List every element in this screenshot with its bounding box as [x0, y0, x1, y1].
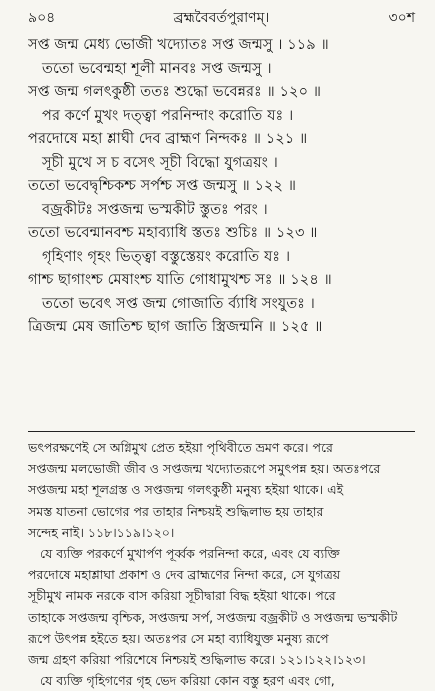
running-title: ব্রহ্মবৈবর্তপুরাণম্। [173, 10, 270, 26]
verse-line: বজ্রকীটঃ সপ্তজন্ম ভস্মকীট স্তুতঃ পরং । [42, 201, 268, 218]
verse-line: গাশ্চ ছাগাংশ্চ মেষাংশ্চ যাতি গোধামুখশ্চ সঃ ॥ ১২৪ ॥ [28, 272, 332, 288]
commentary-line: সন্দেহ নাই। ১১৮।১১৯।১২০। [28, 524, 175, 540]
verse-line: সপ্ত জন্ম গলৎকুষ্ঠী ততঃ শুদ্ধো ভবেন্নরঃ ॥ ১২০ ॥ [28, 84, 322, 100]
commentary-line: রূপে উৎপন্ন হইতে হয়। অতঃপর সে মহা ব্যাধিযুক্ত মনুষ্য রূপে [28, 630, 329, 646]
sanskrit-verses [28, 34, 415, 340]
chapter-number: ৩০শ [388, 10, 415, 26]
commentary-line: যে ব্যক্তি পরকর্ণে মুখার্পণ পূর্ব্বক পরনিন্দা করে, এবং যে ব্যক্তি [40, 545, 340, 561]
verse-line: সূচী মুখে স চ বসেৎ সূচী বিদ্ধো যুগত্রয়ং । [42, 154, 278, 171]
commentary-line: জন্ম গ্রহণ করিয়া পরিশেষে নিশ্চয়ই শুদ্ধিলাভ করে। ১২১।১২২।১২৩। [28, 651, 366, 667]
commentary-line: সপ্তজন্ম মলভোজী জীব ও সপ্তজন্ম খদ্যোতরূপে সমুৎপন্ন হয়। অতঃপরে [28, 461, 381, 477]
commentary-line: সমস্ত যাতনা ভোগের পর তাহার নিশ্চয়ই শুদ্ধিলাভ হয় তাহার [28, 503, 324, 519]
verse-line: ত্রিজন্ম মেষ জাতিশ্চ ছাগ জাতি স্ত্রিজন্মনি ॥ ১২৫ ॥ [28, 319, 323, 335]
verse-line: ততো ভবেন্মহা শূলী মানবঃ সপ্ত জন্মসু । [42, 60, 272, 77]
commentary-line: সূচীমুখ নামক নরকে বাস করিয়া সূচীদ্বারা বিদ্ধ হইয়া থাকে। পরে [28, 588, 336, 604]
verse-line: ততো ভবেন্মানবশ্চ মহাব্যাধি স্ততঃ শুচিঃ ॥ ১২৩ ॥ [28, 225, 318, 241]
section-divider [28, 431, 415, 432]
commentary-line: পরদোষে মহাশ্লাঘা প্রকাশ ও দেব ব্রাহ্মণের নিন্দা করে, সে যুগত্রয় [28, 567, 341, 583]
commentary-line: সপ্তজন্ম মহা শূলগ্রস্ত ও সপ্তজন্ম গলৎকুষ্ঠী মনুষ্য হইয়া থাকে। এই [28, 482, 344, 498]
page-number: ৯০৪ [28, 10, 56, 26]
bengali-commentary [28, 437, 415, 691]
verse-line: ততো ভবেৎ সপ্ত জন্ম গোজাতি র্ব্যাধি সংযুতঃ । [42, 295, 315, 312]
commentary-line: ভৎপরক্ষণেই সে অগ্নিমুখ প্রেত হইয়া পৃথিবীতে ভ্রমণ করে। পরে [28, 440, 333, 455]
verse-line: ততো ভবেদ্বৃশ্চিকশ্চ সর্পশ্চ সপ্ত জন্মসু ॥ ১২২ ॥ [28, 178, 297, 194]
commentary-line: তাহাকে সপ্তজন্ম বৃশ্চিক, সপ্তজন্ম সর্প, সপ্তজন্ম বজ্রকীট ও সপ্তজন্ম ভস্মকীট [28, 609, 398, 625]
verse-line: পরদোষে মহা শ্লাঘী দেব ব্রাহ্মণ নিন্দকঃ ॥ ১২১ ॥ [28, 131, 308, 147]
verse-line: গৃহিণাং গৃহং ভিত্ত্বা বস্তুস্তেয়ং করোতি যঃ । [42, 248, 291, 265]
page-header [28, 6, 415, 32]
commentary-line: যে ব্যক্তি গৃহিগণের গৃহ ভেদ করিয়া কোন বস্তু হরণ এবং গো, [40, 673, 335, 689]
verse-line: পর কর্ণে মুখং দত্ত্বা পরনিন্দাং করোতি যঃ । [42, 107, 294, 124]
verse-line: সপ্ত জন্ম মেধ্য ভোজী খদ্যোতঃ সপ্ত জন্মসু । ১১৯ ॥ [28, 37, 329, 53]
